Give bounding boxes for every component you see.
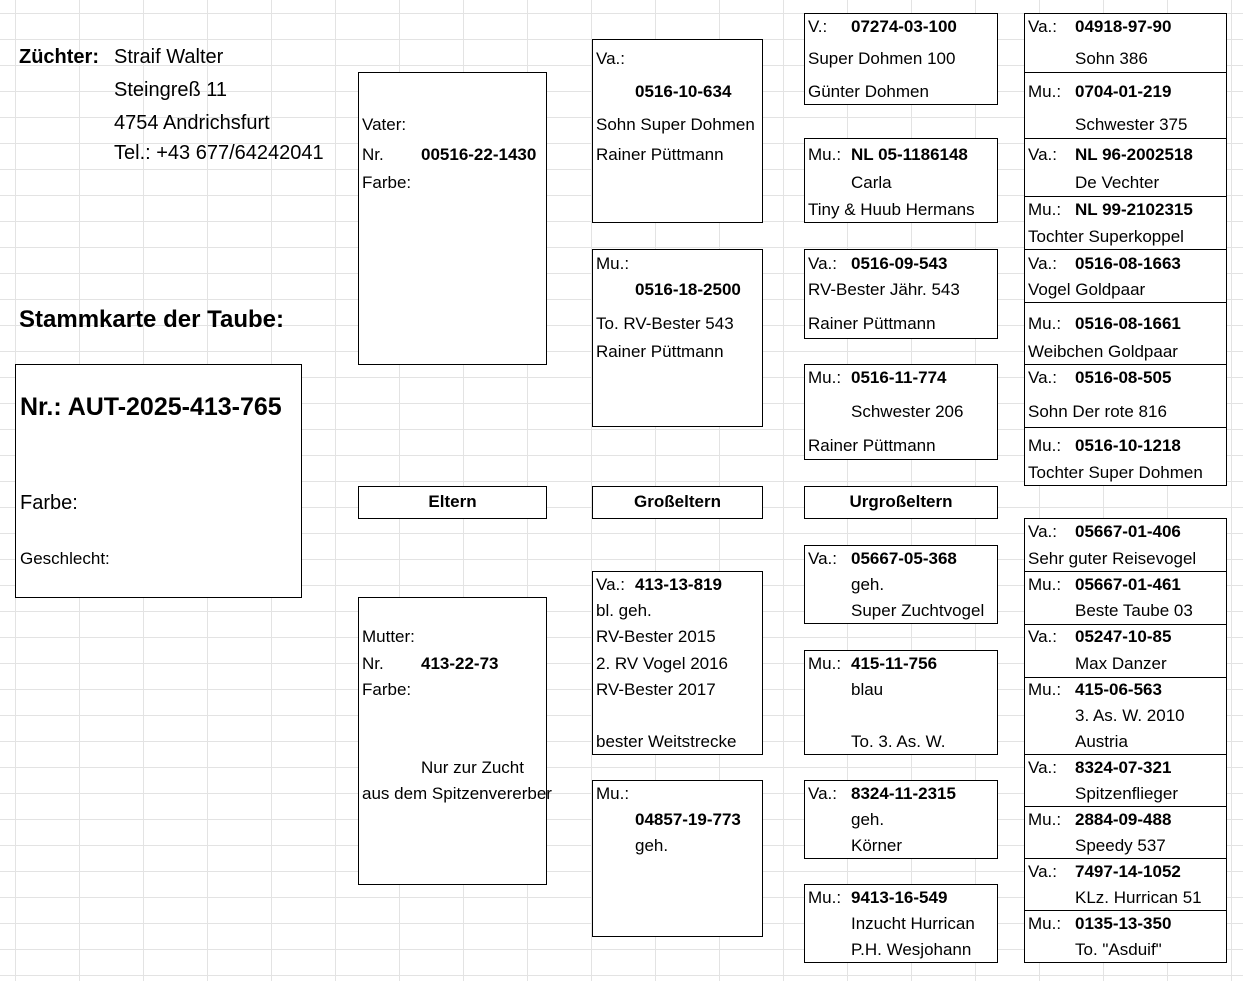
great-grandparent-3-line2: Rainer Püttmann	[808, 314, 936, 333]
ancestor5-ring: NL 96-2002518	[1075, 145, 1193, 164]
great-grandparent-4-line2: Rainer Püttmann	[808, 436, 936, 455]
ancestor5-line: Sohn Der rote 816	[1028, 402, 1167, 421]
breeder-label: Züchter:	[19, 46, 99, 68]
great-grandparent-7-line2: Körner	[851, 836, 903, 855]
great-grandparent-7-ring: 8324-11-2315	[851, 784, 956, 803]
great-grandparent-2-line2: Tiny & Huub Hermans	[808, 200, 975, 219]
ancestor5-line: Weibchen Goldpaar	[1028, 342, 1178, 361]
great-grandparent-3-label: Va.:	[808, 254, 837, 273]
great-grandparent-6-line2: To. 3. As. W.	[851, 732, 946, 751]
grandparent-fm-box	[592, 249, 763, 427]
ancestor5-line: Speedy 537	[1075, 836, 1166, 855]
card-color-label: Farbe:	[20, 492, 78, 514]
ancestor5-line: KLz. Hurrican 51	[1075, 888, 1202, 907]
ancestor5-line: 3. As. W. 2010	[1075, 706, 1185, 725]
ancestor5-line: Max Danzer	[1075, 654, 1167, 673]
great-grandparent-2-label: Mu.:	[808, 145, 842, 164]
ancestor5-ring: 415-06-563	[1075, 680, 1162, 699]
great-grandparent-1-line1: Super Dohmen 100	[808, 49, 956, 68]
ancestor5-line: Schwester 375	[1075, 115, 1188, 134]
great-grandparent-5-label: Va.:	[808, 549, 837, 568]
grandparent-mf-line5: bester Weitstrecke	[596, 732, 737, 751]
father-ring: 00516-22-1430	[421, 145, 537, 164]
section-grandparents: Großeltern	[592, 486, 763, 519]
ancestor5-label: Mu.:	[1028, 436, 1062, 455]
breeder-street: Steingreß 11	[114, 79, 228, 101]
ancestor5-line: Sehr guter Reisevogel	[1028, 549, 1197, 568]
breeder-phone: Tel.: +43 677/64242041	[114, 142, 324, 164]
great-grandparent-8-line2: P.H. Wesjohann	[851, 940, 972, 959]
father-label: Vater:	[362, 115, 407, 134]
mother-label: Mutter:	[362, 627, 415, 646]
ancestor5-ring: 7497-14-1052	[1075, 862, 1181, 881]
great-grandparent-5-ring: 05667-05-368	[851, 549, 957, 568]
ancestor5-label: Mu.:	[1028, 575, 1062, 594]
card-number-box	[15, 364, 302, 598]
section-great-grandparents: Urgroßeltern	[804, 486, 998, 519]
ancestor5-ring: 0516-10-1218	[1075, 436, 1181, 455]
grandparent-mf-line4: RV-Bester 2017	[596, 680, 716, 699]
great-grandparent-7-line1: geh.	[851, 810, 885, 829]
card-title: Stammkarte der Taube:	[19, 306, 284, 333]
grandparent-mf-label: Va.:	[596, 575, 625, 594]
card-number: Nr.: AUT-2025-413-765	[20, 393, 282, 421]
ancestor5-ring: 0516-08-505	[1075, 368, 1172, 387]
great-grandparent-8-line1: Inzucht Hurrican	[851, 914, 975, 933]
ancestor5-label: Mu.:	[1028, 82, 1062, 101]
mother-color-label: Farbe:	[362, 680, 412, 699]
father-nr-label: Nr.	[362, 145, 384, 164]
great-grandparent-8-ring: 9413-16-549	[851, 888, 948, 907]
ancestor5-ring: 0135-13-350	[1075, 914, 1172, 933]
grandparent-mf-line3: 2. RV Vogel 2016	[596, 654, 729, 673]
ancestor5-label: Va.:	[1028, 254, 1057, 273]
great-grandparent-1-ring: 07274-03-100	[851, 17, 957, 36]
grandparent-mf-line1: bl. geh.	[596, 601, 652, 620]
mother-nr-label: Nr.	[362, 654, 384, 673]
grandparent-ff-label: Va.:	[596, 49, 625, 68]
breeder-name: Straif Walter	[114, 46, 224, 68]
grandparent-ff-line1: Sohn Super Dohmen	[596, 115, 755, 134]
great-grandparent-6-ring: 415-11-756	[851, 654, 938, 673]
great-grandparent-6-label: Mu.:	[808, 654, 842, 673]
ancestor5-line: Beste Taube 03	[1075, 601, 1193, 620]
great-grandparent-5-line2: Super Zuchtvogel	[851, 601, 985, 620]
ancestor5-line: Austria	[1075, 732, 1128, 751]
great-grandparent-3-line1: RV-Bester Jähr. 543	[808, 280, 960, 299]
grandparent-ff-line2: Rainer Püttmann	[596, 145, 724, 164]
ancestor5-label: Va.:	[1028, 627, 1057, 646]
ancestor5-label: Mu.:	[1028, 314, 1062, 333]
great-grandparent-8-label: Mu.:	[808, 888, 842, 907]
ancestor5-line: De Vechter	[1075, 173, 1160, 192]
great-grandparent-7-label: Va.:	[808, 784, 837, 803]
great-grandparent-4-label: Mu.:	[808, 368, 842, 387]
ancestor5-ring: 04918-97-90	[1075, 17, 1172, 36]
ancestor5-label: Va.:	[1028, 368, 1057, 387]
ancestor5-line: Tochter Superkoppel	[1028, 227, 1184, 246]
great-grandparent-4-ring: 0516-11-774	[851, 368, 947, 387]
ancestor5-label: Mu.:	[1028, 680, 1062, 699]
grandparent-mm-label: Mu.:	[596, 784, 630, 803]
card-gender-label: Geschlecht:	[20, 549, 110, 568]
great-grandparent-2-ring: NL 05-1186148	[851, 145, 968, 164]
great-grandparent-6-line1: blau	[851, 680, 884, 699]
ancestor5-label: Mu.:	[1028, 914, 1062, 933]
grandparent-fm-ring: 0516-18-2500	[635, 280, 741, 299]
great-grandparent-3-ring: 0516-09-543	[851, 254, 948, 273]
ancestor5-line: Sohn 386	[1075, 49, 1148, 68]
great-grandparent-5-line1: geh.	[851, 575, 885, 594]
grandparent-fm-label: Mu.:	[596, 254, 630, 273]
ancestor5-label: Va.:	[1028, 758, 1057, 777]
ancestor5-label: Va.:	[1028, 522, 1057, 541]
mother-note-2: aus dem Spitzenvererber	[362, 784, 552, 803]
ancestor5-ring: 05247-10-85	[1075, 627, 1172, 646]
ancestor5-ring: 8324-07-321	[1075, 758, 1172, 777]
ancestor5-ring: 2884-09-488	[1075, 810, 1172, 829]
grandparent-fm-line1: To. RV-Bester 543	[596, 314, 734, 333]
mother-ring: 413-22-73	[421, 654, 499, 673]
father-color-label: Farbe:	[362, 173, 412, 192]
ancestor5-line: To. "Asduif"	[1075, 940, 1162, 959]
mother-note-1: Nur zur Zucht	[421, 758, 524, 777]
grandparent-fm-line2: Rainer Püttmann	[596, 342, 724, 361]
great-grandparent-1-label: V.:	[808, 17, 828, 36]
ancestor5-ring: 05667-01-461	[1075, 575, 1181, 594]
ancestor5-label: Va.:	[1028, 17, 1057, 36]
grandparent-mm-ring: 04857-19-773	[635, 810, 741, 829]
ancestor5-label: Mu.:	[1028, 200, 1062, 219]
ancestor5-ring: 0516-08-1663	[1075, 254, 1181, 273]
grandparent-ff-ring: 0516-10-634	[635, 82, 732, 101]
ancestor5-label: Mu.:	[1028, 810, 1062, 829]
grandparent-mf-ring: 413-13-819	[635, 575, 722, 594]
grandparent-mf-line2: RV-Bester 2015	[596, 627, 716, 646]
section-parents: Eltern	[358, 486, 547, 519]
ancestor5-ring: 0704-01-219	[1075, 82, 1172, 101]
ancestor5-ring: 05667-01-406	[1075, 522, 1181, 541]
great-grandparent-4-line1: Schwester 206	[851, 402, 964, 421]
ancestor5-label: Va.:	[1028, 862, 1057, 881]
ancestor5-label: Va.:	[1028, 145, 1057, 164]
great-grandparent-1-line2: Günter Dohmen	[808, 82, 929, 101]
great-grandparent-2-line1: Carla	[851, 173, 892, 192]
grandparent-mm-line1: geh.	[635, 836, 669, 855]
ancestor5-line: Vogel Goldpaar	[1028, 280, 1146, 299]
ancestor5-ring: 0516-08-1661	[1075, 314, 1181, 333]
ancestor5-line: Tochter Super Dohmen	[1028, 463, 1203, 482]
breeder-city: 4754 Andrichsfurt	[114, 112, 270, 134]
ancestor5-ring: NL 99-2102315	[1075, 200, 1193, 219]
ancestor5-line: Spitzenflieger	[1075, 784, 1179, 803]
